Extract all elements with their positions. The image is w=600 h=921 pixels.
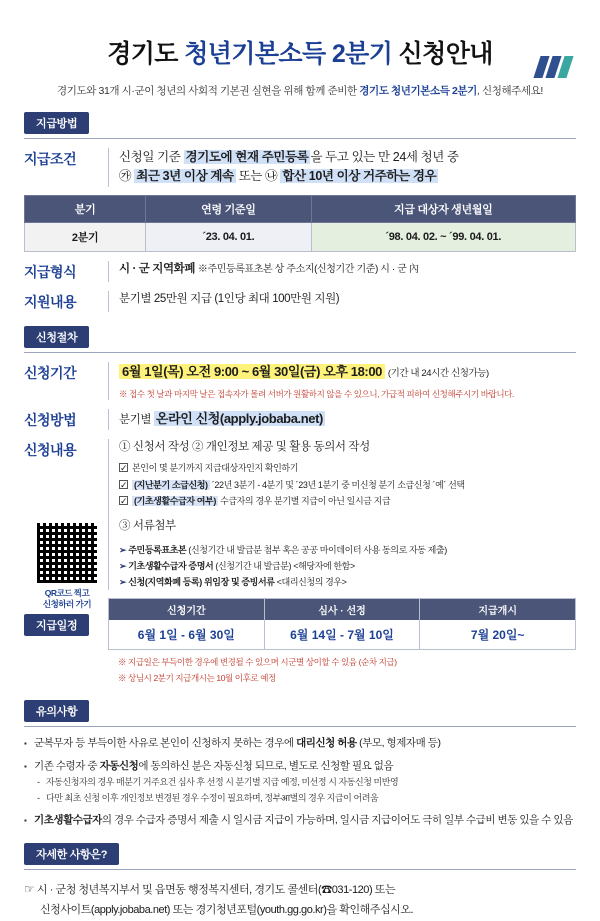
apply-docs-list [119,542,576,591]
divider [24,138,576,139]
divider [24,869,576,870]
divider-vertical [108,362,109,401]
title-part-1: 경기도 [107,40,185,68]
schedule-value-2: 6월 14일 - 7월 10일 [265,620,420,649]
payment-form-main: 시 · 군 지역화폐 [119,262,196,275]
list-item [119,558,576,574]
section-tag-schedule: 지급일정 [24,614,89,636]
cond-a-mark: 최근 3년 이상 계속 [136,169,234,184]
doc-bold-3: 신청(지역화폐 등록) 위임장 및 증빙서류 [128,577,275,588]
th-birth-range: 지급 대상자 생년월일 [311,195,575,222]
divider-vertical [108,261,109,282]
section-more-info [24,843,576,870]
list-item [119,493,576,510]
support-amount-text: 분기별 25만원 지급 (1인당 최대 100만원 지원) [119,292,340,305]
schedule-note-2: ※ 상님시 2분기 지급개시는 10월 이후로 예정 [118,673,276,684]
schedule-head-1: 신청기간 [109,599,264,620]
divider [24,352,576,353]
check-hl-3: (기초생활수급자 여부) [134,496,216,507]
eligibility-table [24,195,576,252]
list-item [119,574,576,590]
value-apply-method [119,409,576,430]
row-support-amount [24,291,576,312]
label-apply-period: 신청기간 [24,364,77,381]
label-payment-condition: 지급조건 [24,151,77,167]
row-apply-method [24,409,576,430]
check-text-2: ´22년 3분기 - 4분기 및 ´23년 1분기 중 미신청 분기 소급신청 ´예´ 선택 [209,479,465,490]
doc-bold-2: 기초생활수급자 증명서 [128,561,214,572]
list-item [119,542,576,558]
qr-caption-line1: QR코드 찍고 [44,588,90,598]
label-schedule [24,613,108,636]
apply-period-text: 6월 1일(목) 오전 9:00 ~ 6월 30일(금) 오후 18:00 [119,364,385,379]
label-apply-content: 신청내용 [24,442,77,459]
schedule-col-payout [420,598,576,650]
label-payment-form: 지급형식 [24,263,77,280]
notice-2-bold: 자동신청 [99,759,139,772]
check-text-1: 본인이 몇 분기까지 지급대상자인지 확인하기 [132,463,298,474]
notice-3-post: 의 경우 수급자 증명서 제출 시 일시금 지급이 가능하며, 일시금 지급이어도 극히 일부 수급비 변동 있을 수 있음 [101,813,573,826]
contact-line-2: 신청사이트(apply.jobaba.net) 또는 경기청년포털(youth.gg.go.kr)을 확인해주십시오. [40,904,414,917]
list-item [119,477,576,494]
value-payment-form [119,261,576,279]
title-part-2: 신청안내 [392,40,493,68]
doc-rest-3: <대리신청의 경우> [274,577,347,588]
cond-a: ㉮ [119,169,135,184]
row-apply-period [24,362,576,401]
qr-caption [30,588,104,610]
notice-2-pre: 기존 수령자 중 [34,759,100,772]
section-tag-notice: 유의사항 [24,700,89,722]
notice-2-sub-1: - 자동신청자의 경우 매분기 거주요건 심사 후 선정 시 분기별 지급 예정, 미선정 시 자동신청 미반영 [34,775,576,790]
page-subtitle [24,83,576,98]
check-icon [119,480,128,489]
apply-period-note: (기간 내 24시간 신청가능) [387,367,489,379]
row-schedule [24,598,576,650]
poster-page [0,34,600,917]
gyeonggi-logo [537,56,570,78]
label-support-amount: 지원내용 [24,293,77,310]
section-payment-method [24,112,576,139]
divider-vertical [108,439,109,590]
td-age-date: ´23. 04. 01. [146,222,311,251]
notice-list [24,734,576,830]
cond-b-mark: 합산 10년 이상 거주하는 경우 [282,169,437,184]
notice-2-sub-2: - 다만 최초 신청 이후 개인정보 변경된 경우 수정이 필요하며, 정부आ별의 경우 지급이 어려움 [34,791,576,806]
doc-rest-2: (신청기간 내 발급분) <해당자에 한함> [213,561,355,572]
notice-1-post: (부모, 형제자매 등) [356,736,441,749]
subtitle-bold: 경기도 청년기본소득 2분기 [359,85,477,97]
schedule-head-2: 심사 · 선정 [265,599,420,620]
contact-info [24,879,576,921]
check-icon [119,496,128,505]
schedule-note-1: ※ 지급일은 부득이한 경우에 변경될 수 있으며 시군별 상이할 수 있음 (순차 지급) [118,657,397,668]
schedule-col-apply [108,598,265,650]
schedule-value-3: 7월 20일~ [420,620,575,649]
cond-post: 을 두고 있는 만 24세 청년 중 [310,150,459,164]
title-highlight: 청년기본소득 2분기 [184,40,393,68]
pointer-icon: ☞ [24,882,35,897]
section-tag-more-info: 자세한 사항은? [24,843,119,865]
arrow-icon: ➢ [119,577,129,588]
check-hl-2: (지난분기 소급신청) [134,479,208,490]
list-item [119,460,576,477]
label-apply-method: 신청방법 [24,412,77,429]
subtitle-pre: 경기도와 31개 시·군이 청년의 사회적 기본권 실현을 위해 함께 준비한 [57,85,360,97]
doc-rest-1: (신청기간 내 발급분 첨부 혹은 공공 마이데이터 사용 동의로 자동 제출) [186,544,447,555]
schedule-value-1: 6월 1일 - 6월 30일 [109,620,264,649]
list-item [24,811,576,829]
page-title [24,34,576,70]
value-apply-period [119,362,576,401]
check-text-3: 수급자의 경우 분기별 지급이 아닌 일시금 지급 [217,496,391,507]
apply-method-pre: 분기별 [119,414,154,427]
list-item [24,757,576,806]
value-payment-condition [119,148,576,187]
apply-docs-head: ③ 서류첨부 [119,520,176,533]
notice-2-post: 에 동의하신 분은 자동신청 되므로, 별도로 신청할 필요 없음 [138,759,394,772]
row-payment-condition [24,148,576,187]
check-icon [119,463,128,472]
arrow-icon: ➢ [119,561,129,572]
value-support-amount [119,291,576,309]
contact-line-1: 시 · 군청 청년복지부서 및 읍면동 행정복지센터, 경기도 콜센터(☎031-120) 또는 [36,884,396,897]
section-tag-payment: 지급방법 [24,112,89,134]
td-birth-range: ´98. 04. 02. ~ ´99. 04. 01. [311,222,575,251]
divider-vertical [108,409,109,430]
subtitle-post: , 신청해주세요! [476,85,543,97]
arrow-icon: ➢ [119,544,129,555]
cond-mid: 또는 ㉯ [235,169,281,184]
notice-3-bold: 기초생활수급자 [34,813,102,826]
divider-vertical [108,148,109,187]
section-tag-apply: 신청절차 [24,326,89,348]
payment-form-note: ※주민등록표초본 상 주소지(신청기간 기준) 시 · 군 內 [197,263,419,275]
schedule-head-3: 지급개시 [420,599,575,620]
table-header-row [25,195,576,222]
divider [24,726,576,727]
cond-mark: 경기도에 현재 주민등록 [185,150,309,164]
doc-bold-1: 주민등록표초본 [128,544,187,555]
list-item [24,734,576,752]
apply-method-link[interactable]: 온라인 신청(apply.jobaba.net) [155,411,323,427]
schedule-table [108,598,576,650]
value-apply-content [119,439,576,590]
row-apply-content [24,439,576,590]
qr-block[interactable] [30,521,104,610]
divider-vertical [108,291,109,312]
qr-caption-line2: 신청하러 가기 [42,599,92,610]
notice-1-pre: 군복무자 등 부득이한 사유로 본인이 신청하지 못하는 경우에 [34,736,297,749]
th-quarter: 분기 [25,195,146,222]
qr-code-icon[interactable] [35,521,99,585]
schedule-col-review [265,598,421,650]
apply-checklist [119,460,576,510]
section-apply-procedure [24,326,576,353]
th-age-date: 연령 기준일 [146,195,311,222]
notice-1-bold: 대리신청 허용 [296,736,357,749]
cond-pre: 신청일 기준 [119,150,184,164]
td-quarter: 2분기 [25,222,146,251]
table-row [25,222,576,251]
section-notice [24,700,576,727]
apply-content-head: ① 신청서 작성 ② 개인정보 제공 및 활용 동의서 작성 [119,441,370,454]
row-payment-form [24,261,576,282]
apply-period-warning: ※ 접수 첫 날과 마지막 날은 접속자가 몰려 서버가 원활하지 않을 수 있으니, 가급적 피하여 신청해주시기 바랍니다. [119,388,514,399]
